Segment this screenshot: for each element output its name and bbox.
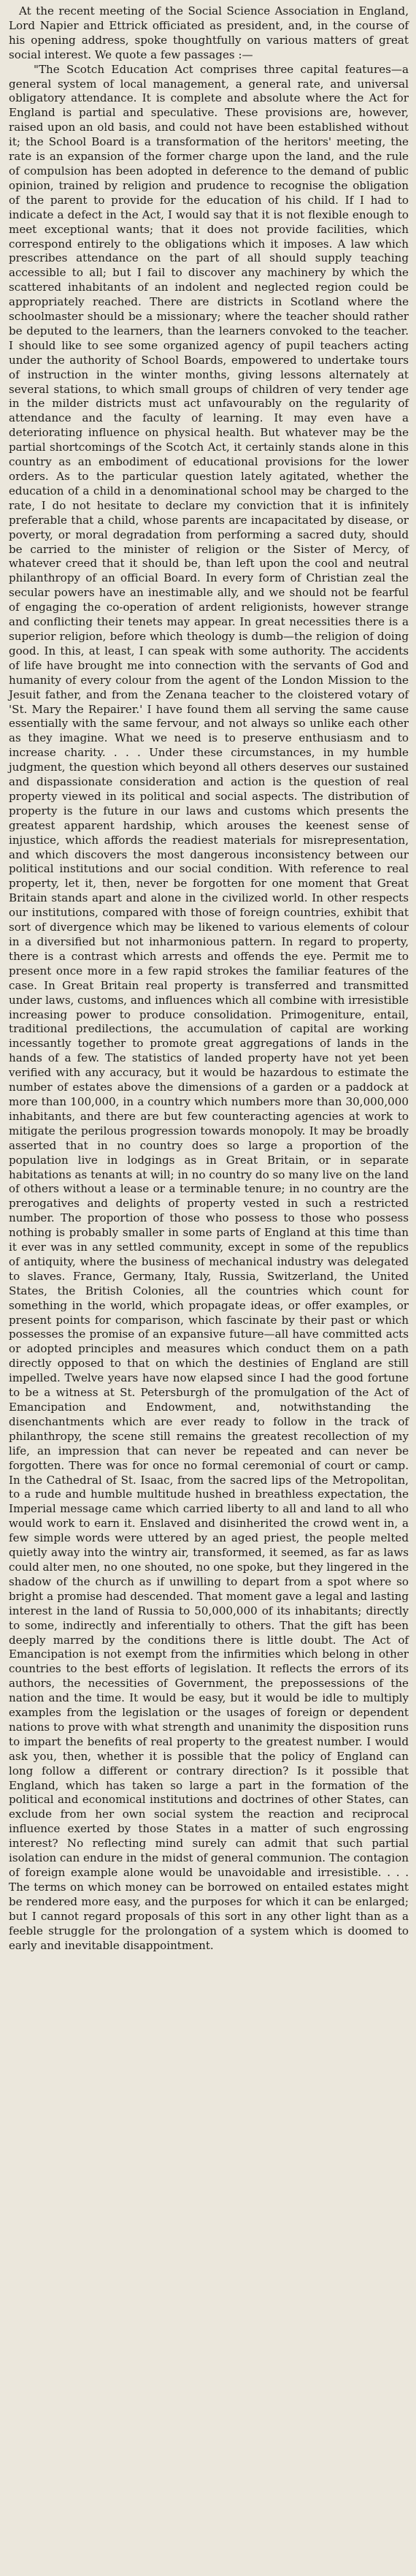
article-quote: "The Scotch Education Act comprises three capital features—a general system of local management, a general rate, and universal obligatory attendance. It is complete and absolute where the Act for England is partial and speculative. These provisions are, however, raised upon an old basis, and could not have been established without it; the School Board is a transformation of the heritors' meeting, the rate is an expansion of the former charge upon the land, and the rule of compulsion has been adopted in deference to the demand of public opinion, trained by religion and prudence to recognise the obligation of the parent to provide for the education of his child. If I had to indicate a defect in the Act, I would say that it is not flexible enough to meet exceptional wants; that it does not provide facilities, which correspond entirely to the obligations which it imposes. A law which prescribes attendance on the part of all should supply teaching accessible to all; but I fail to discover any machinery by which the scattered inhabitants of an indolent and neglected region could be appropriately reached. There are districts in Scotland where the schoolmaster should be a missionary; where the teacher should rather be deputed to the learners, than the learners convoked to the teacher. I should like to see some organized agency of pupil teachers acting under the authority of School Boards, empowered to undertake tours of instruction in the winter months, giving lessons alternately at several stations, to which small groups of children of very tender age in the milder districts must act unfavourably on the regularity of attendance and the faculty of learning. It may even have a deteriorating influence on physical health. But whatever may be the partial shortcomings of the Scotch Act, it certainly stands alone in this country as an embodiment of educational provisions for the lower orders. As to the particular question lately agitated, whether the education of a child in a denominational school may be charged to the rate, I do not hesitate to declare my conviction that it is infinitely preferable that a child, whose parents are incapacitated by disease, or poverty, or moral degradation from performing a sacred duty, should be carried to the minister of religion or the Sister of Mercy, of whatever creed that it should be, than left upon the cool and neutral philanthropy of an official Board. In every form of Christian zeal the secular powers have an inestimable ally, and we should not be fearful of engaging the co-operation of ardent religionists, however strange and conflicting their tenets may appear. In great necessities there is a superior religion, before which theology is dumb—the religion of doing good. In this, at least, I can speak with some authority. The accidents of life have brought me into connection with the servants of God and humanity of every colour from the agent of the London Mission to the Jesuit father, and from the Zenana teacher to the cloistered votary of 'St. Mary the Repairer.' I have found them all serving the same cause essentially with the same fervour, and not always so unlike each other as they imagine. What we need is to preserve enthusiasm and to increase charity. . . . Under these circumstances, in my humble judgment, the question which beyond all others deserves our sustained and dispassionate consideration and action is the question of real property viewed in its political and social aspects. The distribution of property is the future in our laws and customs which presents the greatest apparent hardship, which arouses the keenest sense of injustice, which affords the readiest materials for misrepresentation, and which discovers the most dangerous inconsistency between our political institutions and our social condition. With reference to real property, let it, then, never be forgotten for one moment that Great Britain stands apart and alone in the civilized world. In other respects our institutions, compared with those of foreign countries, exhibit that sort of divergence which may be likened to various elements of colour in a diversified but not inharmonious pattern. In regard to property, there is a contrast which arrests and offends the eye. Permit me to present once more in a few rapid strokes the familiar features of the case. In Great Britain real property is transferred and transmitted under laws, customs, and influences which all combine with irresistible increasing power to produce consolidation. Primogeniture, entail, traditional predilections, the accumulation of capital are working incessantly together to promote great aggregations of lands in the hands of a few. The statistics of landed property have not yet been verified with any accuracy, but it would be hazardous to estimate the number of estates above the dimensions of a garden or a paddock at more than 100,000, in a country which numbers more than 30,000,000 inhabitants, and there are but few counteracting agencies at work to mitigate the perilous progression towards monopoly. It may be broadly asserted that in no country does so large a proportion of the population live in lodgings as in Great Britain, or in separate habitations as tenants at will; in no country do so many live on the land of others without a lease or a terminable tenure; in no country are the prerogatives and delights of property vested in such a restricted number. The proportion of those who possess to those who possess nothing is probably smaller in some parts of England at this time than it ever was in any settled community, except in some of the republics of antiquity, where the business of mechanical industry was delegated to slaves. France, Germany, Italy, Russia, Switzerland, the United States, the British Colonies, all the countries which count for something in the world, which propagate ideas, or offer examples, or present points for comparison, which fascinate by their past or which possesses the promise of an expansive future—all have committed acts or adopted principles and measures which conduct them on a path directly opposed to that on which the destinies of England are still impelled. Twelve years have now elapsed since I had the good fortune to be a witness at St. Petersburgh of the promulgation of the Act of Emancipation and Endowment, and, notwithstanding the disenchantments which are ever ready to follow in the track of philanthropy, the scene still remains the greatest recollection of my life, an impression that can never be repeated and can never be forgotten. There was for once no formal ceremonial of court or camp. In the Cathedral of St. Isaac, from the sacred lips of the Metropolitan, to a rude and humble multitude hushed in breathless expectation, the Imperial message came which carried liberty to all and land to all who would work to earn it. Enslaved and disinherited the crowd went in, a few simple words were uttered by an aged priest, the people melted quietly away into the wintry air, transformed, it seemed, as far as laws could alter men, no one shouted, no one spoke, but they lingered in the shadow of the church as if unwilling to depart from a spot where so bright a promise had descended. That moment gave a legal and lasting interest in the land of Russia to 50,000,000 of its inhabitants; directly to some, indirectly and inferentially to others. That the gift has been deeply marred by the conditions there is little doubt. The Act of Emancipation is not exempt from the infirmities which belong in other countries to the best efforts of legislation. It reflects the errors of its authors, the necessities of Government, the prepossessions of the nation and the time. It would be easy, but it would be idle to multiply examples from the legislation or the usages of foreign or dependent nations to prove with what strength and unanimity the disposition runs to impart the benefits of real property to the greatest number. I would ask you, then, whether it is possible that the policy of England can long follow a different or contrary direction? Is it possible that England, which has taken so large a part in the formation of the political and economical institutions and doctrines of other States, can exclude from her own social system the reaction and reciprocal influence exerted by those States in a matter of such engrossing interest? No reflecting mind surely can admit that such partial isolation can endure in the midst of general communion. The contagion of foreign example alone would be unavoidable and irresistible. . . . The terms on which money can be borrowed on entailed estates might be rendered more easy, and the purposes for which it can be enlarged; but I cannot regard proposals of this sort in any other light than as a feeble struggle for the prolongation of a system which is doomed to early and inevitable disappointment. <box>9 62 409 1952</box>
article-intro: At the recent meeting of the Social Science Association in England, Lord Napier and Ettrick officiated as president, and, in the course of his opening address, spoke thoughtfully on various matters of great social interest. We quote a few passages :— <box>9 4 409 61</box>
